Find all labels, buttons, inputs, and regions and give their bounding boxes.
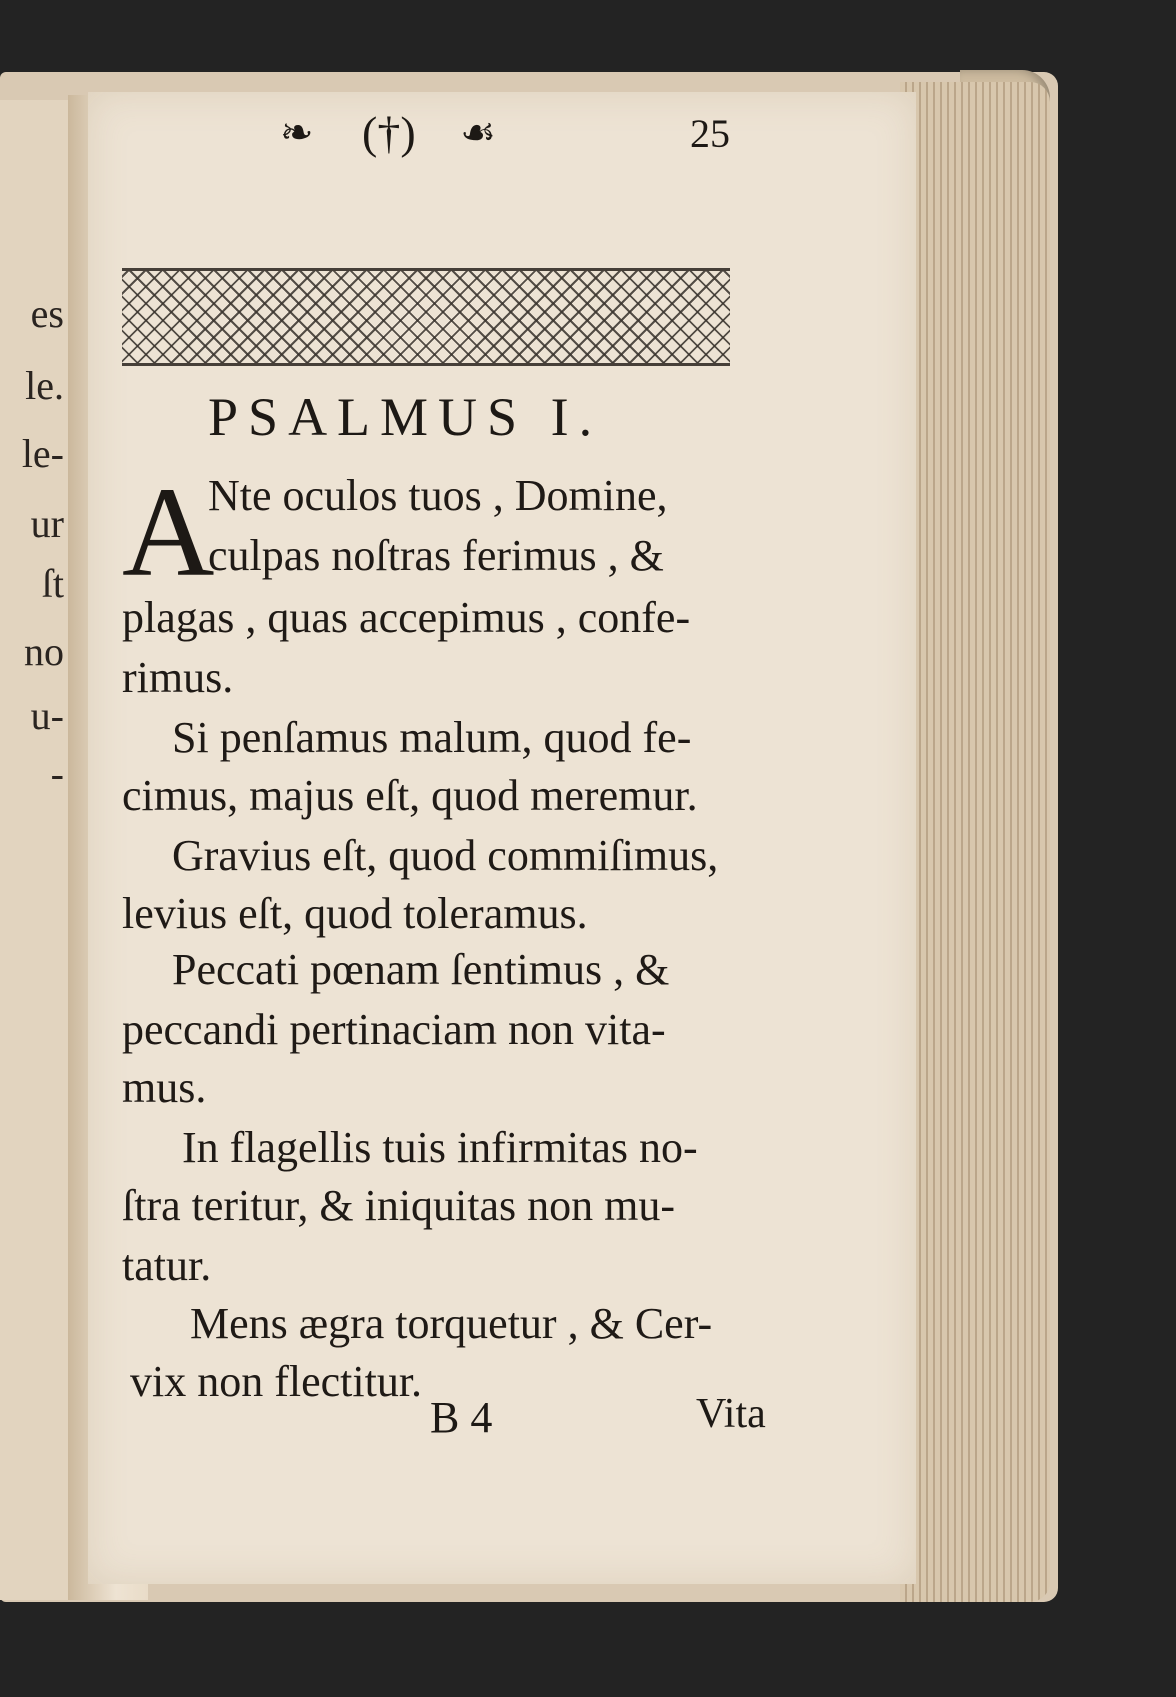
left-page-fragment: es <box>30 291 64 336</box>
text-line: culpas noſtras ferimus , & <box>208 531 664 580</box>
text-line: rimus. <box>122 653 234 702</box>
page-number: 25 <box>690 111 730 156</box>
text-line: Peccati pœnam ſentimus , & <box>172 945 670 994</box>
text-line: cimus, majus eſt, quod meremur. <box>122 771 698 820</box>
fleuron-right-icon: ☙ <box>460 110 496 156</box>
text-line: mus. <box>122 1063 207 1112</box>
left-page-fragment: u- <box>30 693 64 738</box>
page-fore-edge <box>900 82 1050 1602</box>
catchword: Vita <box>696 1391 766 1437</box>
text-line: vix non flectitur. <box>130 1357 423 1406</box>
text-line: peccandi pertinaciam non vita- <box>122 1005 666 1054</box>
text-line: ſtra teritur, & iniquitas non mu- <box>122 1181 676 1230</box>
left-page-fragment: ur <box>30 501 64 546</box>
left-page-fragment: ſt <box>41 561 64 606</box>
decorative-border-band <box>122 268 730 366</box>
left-page-fragment: le- <box>21 431 64 476</box>
text-line: plagas , quas accepimus , confe- <box>122 593 691 642</box>
running-head: (†) <box>362 107 416 158</box>
left-page-edge <box>0 100 73 1600</box>
left-page-fragment: le. <box>25 363 64 408</box>
text-line: tatur. <box>122 1241 212 1290</box>
signature-mark: B 4 <box>430 1393 493 1442</box>
left-page-fragment: - <box>50 751 64 796</box>
text-line: Mens ægra torquetur , & Cer- <box>190 1299 713 1348</box>
text-line: In flagellis tuis infirmitas no- <box>182 1123 698 1172</box>
drop-cap: A <box>122 461 215 603</box>
text-line: Si penſamus malum, quod fe- <box>172 713 692 762</box>
psalm-title: PSALMUS I. <box>208 387 603 447</box>
fleuron-left-icon: ❧ <box>280 110 314 156</box>
left-page-fragment: no <box>24 629 64 674</box>
text-line: Gravius eſt, quod commiſimus, <box>172 831 719 880</box>
text-line: levius eſt, quod toleramus. <box>122 889 588 938</box>
text-line: Nte oculos tuos , Domine, <box>208 471 668 520</box>
